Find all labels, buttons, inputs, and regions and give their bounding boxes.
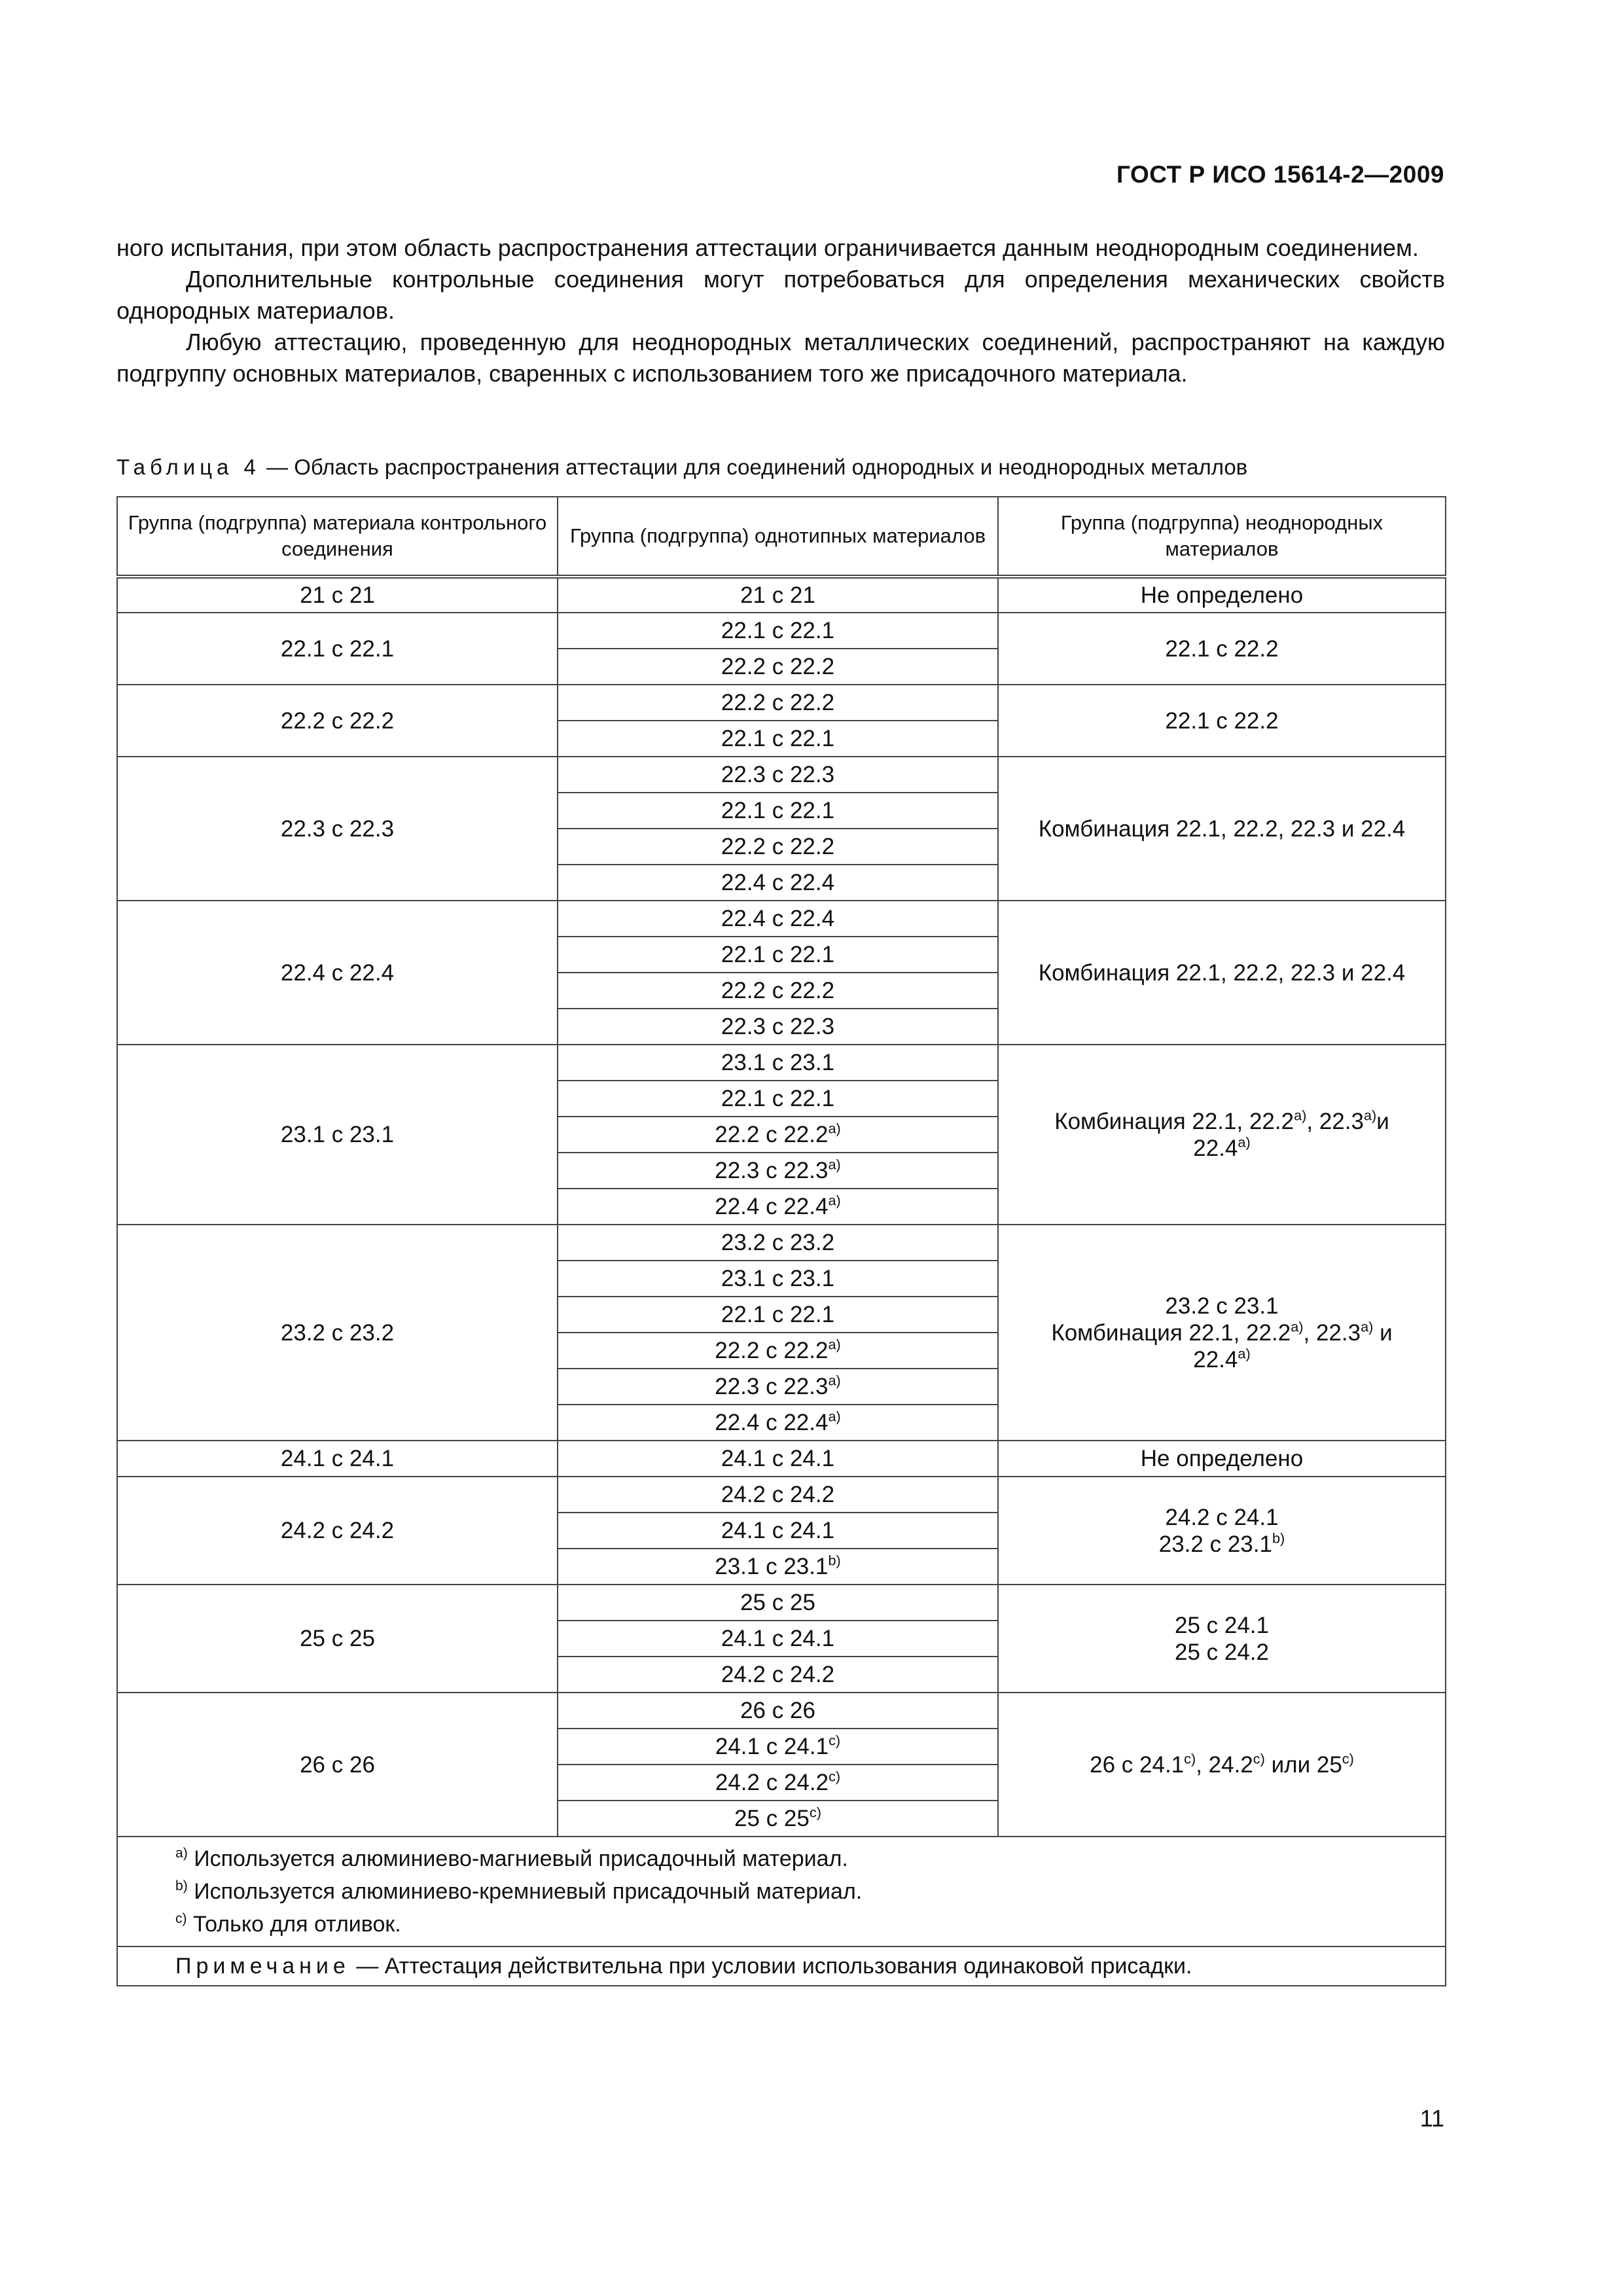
homogeneous-cell: 23.2 с 23.2 — [558, 1225, 998, 1261]
table-caption-label: Таблица 4 — [116, 455, 260, 479]
homogeneous-cell: 22.4 с 22.4 — [558, 865, 998, 901]
hetero-text: 22.4 — [1193, 1346, 1238, 1372]
hetero-text: 24.2 с 24.1 — [1165, 1504, 1279, 1530]
homogeneous-cell: 22.3 с 22.3 — [558, 757, 998, 793]
table-row — [117, 901, 1446, 937]
homo-text: 22.2 с 22.2 — [715, 1338, 829, 1363]
test-group-cell: 22.2 с 22.2 — [117, 685, 558, 757]
footnote-ref: c) — [829, 1732, 841, 1749]
footnote-ref: c) — [829, 1768, 841, 1785]
footnote-ref: b) — [1272, 1530, 1285, 1547]
header-cell-heterogeneous: Группа (подгруппа) неоднородных материалов — [998, 497, 1446, 577]
test-group-cell: 25 с 25 — [117, 1585, 558, 1693]
table-row — [117, 577, 1446, 613]
hetero-text: и — [1376, 1108, 1389, 1134]
footnote-ref: a) — [828, 1336, 841, 1353]
test-group-cell: 22.4 с 22.4 — [117, 901, 558, 1045]
paragraph-2: Дополнительные контрольные соединения могут потребоваться для определения механических свойств однородных материалов. — [116, 266, 1445, 324]
homo-text: 23.1 с 23.1 — [715, 1554, 829, 1579]
table-row — [117, 685, 1446, 721]
test-group-cell: 22.3 с 22.3 — [117, 757, 558, 901]
remark-cell — [117, 1946, 1446, 1986]
footnote-ref: c) — [1342, 1750, 1354, 1767]
test-group-cell: 24.2 с 24.2 — [117, 1477, 558, 1585]
homogeneous-cell: 22.1 с 22.1 — [558, 613, 998, 649]
homogeneous-cell: 24.1 с 24.1 — [558, 1513, 998, 1549]
test-group-cell: 23.1 с 23.1 — [117, 1045, 558, 1225]
homo-text: 24.1 с 24.1 — [715, 1734, 829, 1759]
table-row — [117, 1477, 1446, 1513]
hetero-text: , 22.3 — [1306, 1108, 1364, 1134]
hetero-text: и — [1373, 1319, 1393, 1346]
paragraph-1: ного испытания, при этом область распространения аттестации ограничивается данным неоднородным соединением. — [116, 234, 1419, 261]
footnote-ref: a) — [828, 1372, 841, 1389]
table-caption-text: — Область распространения аттестации для соединений однородных и неоднородных металлов — [260, 455, 1248, 479]
footnote-ref: a) — [828, 1120, 841, 1137]
homo-text: 22.3 с 22.3 — [715, 1158, 829, 1183]
remark-label: Примечание — [175, 1953, 350, 1979]
footnote-ref: a) — [1361, 1318, 1374, 1335]
test-group-cell: 24.1 с 24.1 — [117, 1441, 558, 1477]
footnote-ref: a) — [828, 1192, 841, 1209]
table-caption — [116, 453, 1247, 482]
footnote-mark: a) — [175, 1845, 188, 1861]
homogeneous-cell — [558, 1153, 998, 1189]
table-row — [117, 613, 1446, 649]
footnote-ref: a) — [828, 1156, 841, 1173]
homogeneous-cell: 26 с 26 — [558, 1693, 998, 1729]
homogeneous-cell: 22.2 с 22.2 — [558, 829, 998, 865]
table-row — [117, 1585, 1446, 1621]
homogeneous-cell: 23.1 с 23.1 — [558, 1045, 998, 1081]
homogeneous-cell: 22.1 с 22.1 — [558, 1081, 998, 1117]
heterogeneous-cell — [998, 1693, 1446, 1837]
footnote-mark: b) — [175, 1878, 188, 1893]
homogeneous-cell: 22.1 с 22.1 — [558, 937, 998, 973]
hetero-text: 22.4 — [1193, 1135, 1238, 1161]
homogeneous-cell — [558, 1729, 998, 1765]
table-row — [117, 757, 1446, 793]
homogeneous-cell — [558, 1117, 998, 1153]
homogeneous-cell: 24.2 с 24.2 — [558, 1657, 998, 1693]
header-cell-test-group: Группа (подгруппа) материала контрольного соединения — [117, 497, 558, 577]
homogeneous-cell — [558, 1405, 998, 1441]
homogeneous-cell: 22.3 с 22.3 — [558, 1009, 998, 1045]
hetero-text: 25 с 24.2 — [1175, 1639, 1269, 1665]
heterogeneous-cell — [998, 1585, 1446, 1693]
footnote — [175, 1842, 1445, 1875]
homogeneous-cell — [558, 1333, 998, 1369]
heterogeneous-cell: Комбинация 22.1, 22.2, 22.3 и 22.4 — [998, 901, 1446, 1045]
test-group-cell: 26 с 26 — [117, 1693, 558, 1837]
footnote-ref: a) — [1294, 1107, 1307, 1124]
heterogeneous-cell: Не определено — [998, 577, 1446, 613]
remark-row — [117, 1946, 1446, 1986]
header-cell-homogeneous: Группа (подгруппа) однотипных материалов — [558, 497, 998, 577]
footnotes-row — [117, 1837, 1446, 1946]
test-group-cell: 22.1 с 22.1 — [117, 613, 558, 685]
heterogeneous-cell: 22.1 с 22.2 — [998, 613, 1446, 685]
footnote-text: Используется алюминиево-кремниевый присадочный материал. — [187, 1879, 863, 1904]
footnotes-cell — [117, 1837, 1446, 1946]
footnote — [175, 1908, 1445, 1941]
remark-text: — Аттестация действительна при условии использования одинаковой присадки. — [349, 1953, 1192, 1979]
document-header: ГОСТ Р ИСО 15614-2—2009 — [1116, 161, 1444, 188]
footnote-ref: b) — [828, 1552, 841, 1569]
homogeneous-cell — [558, 1765, 998, 1801]
paragraph-3: Любую аттестацию, проведенную для неоднородных металлических соединений, распространяют на каждую подгруппу основных материалов, сваренных с использованием того же присадочного материала. — [116, 329, 1445, 387]
heterogeneous-cell: 22.1 с 22.2 — [998, 685, 1446, 757]
table-row — [117, 1045, 1446, 1081]
homogeneous-cell — [558, 1801, 998, 1837]
homogeneous-cell: 22.1 с 22.1 — [558, 793, 998, 829]
homo-text: 22.2 с 22.2 — [715, 1122, 829, 1147]
homogeneous-cell: 21 с 21 — [558, 577, 998, 613]
homogeneous-cell: 24.1 с 24.1 — [558, 1621, 998, 1657]
table-row — [117, 1225, 1446, 1261]
homo-text: 24.2 с 24.2 — [715, 1770, 829, 1795]
heterogeneous-cell: Комбинация 22.1, 22.2, 22.3 и 22.4 — [998, 757, 1446, 901]
table-row — [117, 1693, 1446, 1729]
page-number: 11 — [1419, 2105, 1444, 2132]
hetero-text: Комбинация 22.1, 22.2 — [1051, 1319, 1291, 1346]
heterogeneous-cell — [998, 1225, 1446, 1441]
homo-text: 25 с 25 — [734, 1806, 810, 1831]
homogeneous-cell — [558, 1189, 998, 1225]
table-row — [117, 1441, 1446, 1477]
hetero-text: 23.2 с 23.1 — [1158, 1531, 1272, 1557]
homogeneous-cell: 22.2 с 22.2 — [558, 685, 998, 721]
homogeneous-cell — [558, 1549, 998, 1585]
homogeneous-cell: 22.4 с 22.4 — [558, 901, 998, 937]
homogeneous-cell: 25 с 25 — [558, 1585, 998, 1621]
footnote-ref: a) — [828, 1408, 841, 1425]
homogeneous-cell: 23.1 с 23.1 — [558, 1261, 998, 1297]
homogeneous-cell: 22.2 с 22.2 — [558, 973, 998, 1009]
homo-text: 22.3 с 22.3 — [715, 1374, 829, 1399]
test-group-cell: 21 с 21 — [117, 577, 558, 613]
hetero-text: Комбинация 22.1, 22.2 — [1054, 1108, 1294, 1134]
hetero-text: 25 с 24.1 — [1175, 1612, 1269, 1638]
body-text — [116, 232, 1445, 389]
homogeneous-cell: 24.2 с 24.2 — [558, 1477, 998, 1513]
footnote-ref: a) — [1363, 1107, 1377, 1124]
hetero-text: 23.2 с 23.1 — [1165, 1293, 1279, 1319]
test-group-cell: 23.2 с 23.2 — [117, 1225, 558, 1441]
hetero-text: 26 с 24.1 — [1090, 1751, 1185, 1778]
hetero-text: , 24.2 — [1196, 1751, 1253, 1778]
homogeneous-cell — [558, 1369, 998, 1405]
footnote-ref: c) — [1253, 1750, 1265, 1767]
heterogeneous-cell — [998, 1477, 1446, 1585]
footnote — [175, 1875, 1445, 1908]
footnote-mark: c) — [175, 1910, 187, 1926]
heterogeneous-cell: Не определено — [998, 1441, 1446, 1477]
footnote-ref: c) — [809, 1804, 821, 1821]
homo-text: 22.4 с 22.4 — [715, 1410, 829, 1435]
homogeneous-cell: 24.1 с 24.1 — [558, 1441, 998, 1477]
table-header-row — [117, 497, 1446, 577]
heterogeneous-cell — [998, 1045, 1446, 1225]
hetero-text: , 22.3 — [1303, 1319, 1361, 1346]
footnote-ref: a) — [1238, 1345, 1251, 1362]
homogeneous-cell: 22.1 с 22.1 — [558, 721, 998, 757]
hetero-text: или 25 — [1264, 1751, 1342, 1778]
footnote-ref: c) — [1184, 1750, 1196, 1767]
homogeneous-cell: 22.2 с 22.2 — [558, 649, 998, 685]
footnote-ref: a) — [1238, 1134, 1251, 1151]
footnote-text: Используется алюминиево-магниевый присадочный материал. — [187, 1846, 848, 1871]
attestation-table — [116, 496, 1446, 1986]
homogeneous-cell: 22.1 с 22.1 — [558, 1297, 998, 1333]
homo-text: 22.4 с 22.4 — [715, 1194, 829, 1219]
footnote-text: Только для отливок. — [187, 1912, 401, 1937]
footnote-ref: a) — [1291, 1318, 1304, 1335]
